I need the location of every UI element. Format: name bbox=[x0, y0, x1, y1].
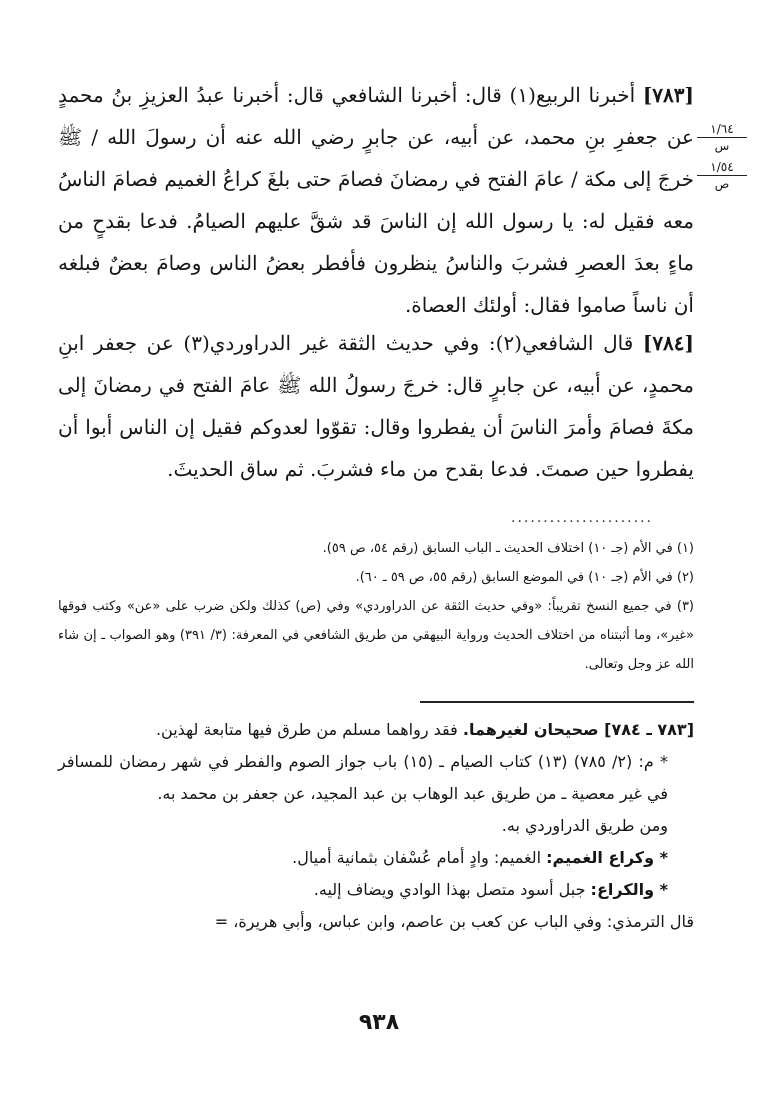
margin-ref-number: ١/٦٤ bbox=[697, 122, 747, 138]
takhrij-tirmidhi: قال الترمذي: وفي الباب عن كعب بن عاصم، وابن عباس، وأبي هريرة، = bbox=[214, 912, 694, 931]
page-number: ٩٣٨ bbox=[358, 1010, 400, 1035]
term-bold: * وكراع الغميم: bbox=[546, 848, 668, 867]
footnote-1: (١) في الأم (جـ ١٠) اختلاف الحديث ـ الباب السابق (رقم ٥٤، ص ٥٩). bbox=[322, 541, 694, 556]
footnote-3: (٣) في جميع النسخ تقريباً: «وفي حديث الثقة عن الدراوردي» وفي (ص) كذلك ولكن ضرب على «عن» وكتب فوقها «غير»، وما أثبتناه من اختلاف الحديث ورواية البيهقي من طريق الشافعي في المعرفة: (٣/ ٣٩١) وهو الصواب ـ إن شاء الله عز وجل وتعالى. bbox=[58, 599, 694, 672]
margin-ref-symbol: س bbox=[714, 139, 730, 153]
margin-reference-1 bbox=[697, 122, 747, 153]
takhrij-kura-ghamim bbox=[58, 842, 694, 874]
term-bold: * والكراع: bbox=[590, 880, 668, 899]
takhrij-lead-rest: فقد رواهما مسلم من طرق فيها متابعة لهذين. bbox=[155, 720, 463, 739]
takhrij-lead-bold: [٧٨٣ ـ ٧٨٤] صحيحان لغيرهما. bbox=[462, 720, 694, 739]
hadith-number: [٧٨٤] bbox=[642, 331, 695, 355]
takhrij-section bbox=[58, 714, 694, 938]
margin-ref-symbol: ص bbox=[714, 177, 730, 191]
term-gloss: الغميم: وادٍ أمام عُسْفان بثمانية أميال. bbox=[292, 848, 547, 867]
footnote-separator: ...................... bbox=[511, 510, 653, 526]
term-gloss: جبل أسود متصل بهذا الوادي ويضاف إليه. bbox=[313, 880, 591, 899]
margin-reference-2 bbox=[697, 160, 747, 191]
footnotes bbox=[58, 534, 694, 679]
takhrij-lead bbox=[58, 714, 694, 746]
takhrij-kura bbox=[58, 874, 694, 906]
section-divider bbox=[420, 701, 694, 703]
hadith-text: قال الشافعي(٢): وفي حديث الثقة غير الدراوردي(٣) عن جعفر ابنِ محمدٍ، عن أبيه، عن جابرٍ قال: خرجَ رسولُ الله ﷺ عامَ الفتح في رمضانَ إلى مكةَ فصامَ وأمرَ الناسَ أن يفطروا وقال: تقوّوا لعدوكم فقيل إن الناس أبوا أن يفطروا حين صمتَ. فدعا بقدح من ماء فشربَ. ثم ساق الحديثَ. bbox=[58, 331, 694, 481]
margin-ref-number: ١/٥٤ bbox=[697, 160, 747, 176]
hadith-text: أخبرنا الربيع(١) قال: أخبرنا الشافعي قال: أخبرنا عبدُ العزيزِ بنُ محمدٍ عن جعفرِ بنِ محمد، عن أبيه، عن جابرٍ رضي الله عنه أن رسولَ الله / ﷺ خرجَ إلى مكة / عامَ الفتح في رمضانَ فصامَ حتى بلغَ كراعُ الغميم فصامَ الناسُ معه فقيل له: يا رسول الله إن الناسَ قد شقَّ عليهم الصيامُ. فدعا بقدحٍ من ماءٍ بعدَ العصرِ فشربَ والناسُ ينظرون فأفطر بعضُ الناس وصامَ بعضٌ فبلغه أن ناساً صاموا فقال: أولئك العصاة. bbox=[58, 83, 694, 317]
takhrij-muslim-ref: * م: (٢/ ٧٨٥) (١٣) كتاب الصيام ـ (١٥) باب جواز الصوم والفطر في شهر رمضان للمسافر في غير معصية ـ من طريق عبد الوهاب بن عبد المجيد، عن جعفر بن محمد به. bbox=[58, 752, 669, 803]
footnote-2: (٢) في الأم (جـ ١٠) في الموضع السابق (رقم ٥٥، ص ٥٩ ـ ٦٠). bbox=[355, 570, 694, 585]
hadith-784-paragraph bbox=[58, 322, 694, 490]
hadith-number: [٧٨٣] bbox=[642, 83, 694, 107]
hadith-783-paragraph bbox=[58, 74, 694, 326]
takhrij-darawardi: ومن طريق الدراوردي به. bbox=[501, 816, 668, 835]
